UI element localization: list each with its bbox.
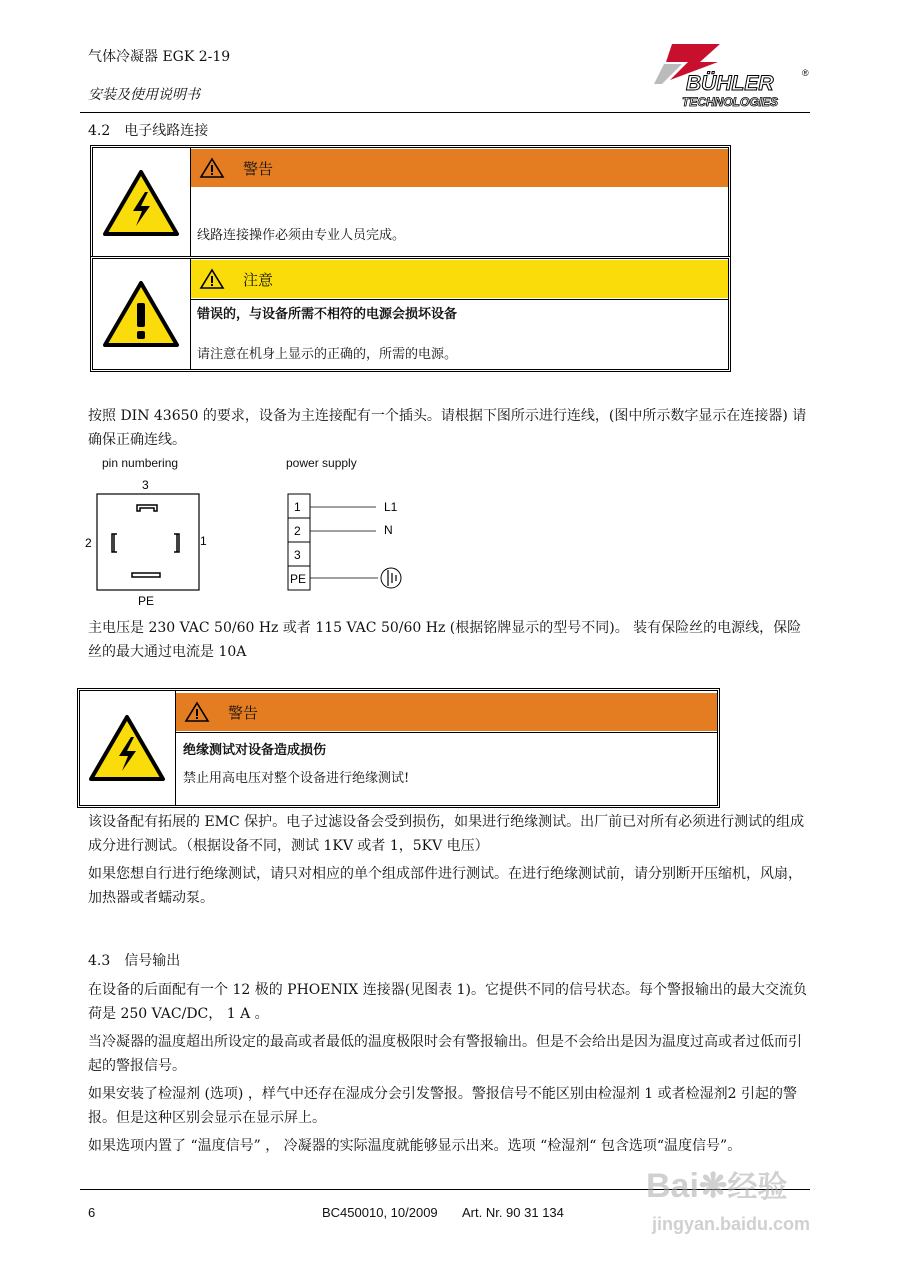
watermark-url: jingyan.baidu.com [652, 1214, 811, 1234]
warning-banner [191, 149, 728, 187]
pin-label-right: 1 [200, 534, 207, 548]
watermark-brand: Bai [646, 1167, 699, 1205]
logo-registered-mark: ® [802, 68, 809, 78]
warning-box-insulation [77, 688, 720, 808]
pin-1-contact [174, 534, 179, 552]
ground-symbol-icon [381, 568, 401, 588]
exclamation-hazard-icon [93, 259, 189, 369]
emc-paragraph: 该设备配有拓展的 EMC 保护。电子过滤设备会受到损伤，如果进行绝缘测试。出厂前已对所有必须进行测试的组成成分进行测试。（根据设备不同，测试 1KV 或者 1，5KV 电压） [88, 814, 805, 854]
option-paragraph: 如果选项内置了 “温度信号” ， 冷凝器的实际温度就能够显示出来。选项 “检湿剂“ 包含选项“温度信号”。 [88, 1138, 742, 1154]
logo-brand-text: BÜHLER [686, 72, 774, 95]
pin-numbering-title: pin numbering [102, 456, 179, 470]
wire-label-l1: L1 [384, 500, 398, 514]
document-reference: BC450010, 10/2009 [322, 1205, 438, 1220]
terminal-3: 3 [294, 548, 301, 562]
pin-3-contact [137, 505, 157, 511]
warning-triangle-icon [199, 157, 225, 179]
pin-label-left: 2 [85, 536, 92, 550]
warning2-icon-cell [80, 691, 176, 805]
header-divider [80, 112, 810, 113]
warning-triangle-icon [184, 701, 210, 723]
voltage-paragraph: 主电压是 230 VAC 50/60 Hz 或者 115 VAC 50/60 Hz (根据铭牌显示的型号不同)。 装有保险丝的电源线，保险丝的最大通过电流是 10A [88, 620, 802, 660]
electric-hazard-icon [93, 148, 189, 256]
caution-icon-cell [93, 259, 191, 369]
buehler-logo [652, 40, 812, 112]
warning2-label: 警告 [228, 703, 259, 722]
warning-box-electrical [90, 145, 731, 259]
caution-text: 请注意在机身上显示的正确的，所需的电源。 [197, 347, 458, 362]
pin-pe-contact [132, 573, 160, 577]
pin-label-top: 3 [142, 478, 149, 492]
document-title: 气体冷凝器 EGK 2-19 [88, 49, 231, 65]
section-4-3-title: 4.3 信号输出 [88, 953, 181, 969]
warning2-bold-text: 绝缘测试对设备造成损伤 [183, 743, 327, 758]
warning2-text: 禁止用高电压对整个设备进行绝缘测试! [183, 771, 410, 786]
temperature-paragraph: 当冷凝器的温度超出所设定的最高或者最低的温度极限时会有警报输出。但是不会给出是因为温度过高或者过低而引起的警报信号。 [88, 1034, 802, 1074]
article-number: Art. Nr. 90 31 134 [462, 1205, 564, 1220]
watermark-cn: 经验 [727, 1171, 788, 1204]
moisture-paragraph: 如果安装了检湿剂 (选项) ，样气中还存在湿成分会引发警报。警报信号不能区别由检湿剂 1 或者检湿剂2 引起的警报。但是这种区别会显示在显示屏上。 [88, 1086, 797, 1126]
power-supply-title: power supply [286, 456, 357, 470]
warning2-divider [176, 732, 717, 733]
warning-text: 线路连接操作必须由专业人员完成。 [197, 228, 406, 243]
caution-divider [191, 299, 728, 300]
pin-diagram [80, 474, 420, 614]
electric-hazard-icon [80, 691, 174, 805]
terminal-2: 2 [294, 524, 301, 538]
page-number: 6 [88, 1205, 96, 1220]
terminal-pe: PE [290, 572, 307, 586]
phoenix-paragraph: 在设备的后面配有一个 12 极的 PHOENIX 连接器(见图表 1)。它提供不同的信号状态。每个警报输出的最大交流负荷是 250 VAC/DC， 1 A 。 [88, 982, 807, 1022]
selftest-paragraph: 如果您想自行进行绝缘测试，请只对相应的单个组成部件进行测试。在进行绝缘测试前，请分别断开压缩机，风扇，加热器或者蠕动泵。 [88, 866, 802, 906]
terminal-1: 1 [294, 500, 301, 514]
caution-bold-text: 错误的，与设备所需不相符的电源会损坏设备 [197, 307, 458, 322]
pin-label-bottom: PE [138, 594, 155, 608]
pin-2-contact [112, 534, 117, 552]
caution-banner [191, 260, 728, 298]
caution-triangle-icon [199, 268, 225, 290]
warning-label: 警告 [243, 159, 274, 178]
baidu-watermark [646, 1162, 787, 1206]
din-paragraph: 按照 DIN 43650 的要求，设备为主连接配有一个插头。请根据下图所示进行连线，(图中所示数字显示在连接器) 请确保正确连线。 [88, 408, 807, 448]
caution-label: 注意 [243, 270, 274, 289]
caution-box-power [90, 256, 731, 372]
warning2-banner [176, 693, 717, 731]
logo-sub-text: TECHNOLOGIES [682, 95, 779, 109]
section-4-2-title: 4.2 电子线路连接 [88, 123, 209, 139]
paw-icon: ❋ [698, 1167, 728, 1205]
wire-label-n: N [384, 523, 393, 537]
warning-icon-cell [93, 148, 191, 256]
document-subtitle: 安装及使用说明书 [88, 87, 200, 103]
